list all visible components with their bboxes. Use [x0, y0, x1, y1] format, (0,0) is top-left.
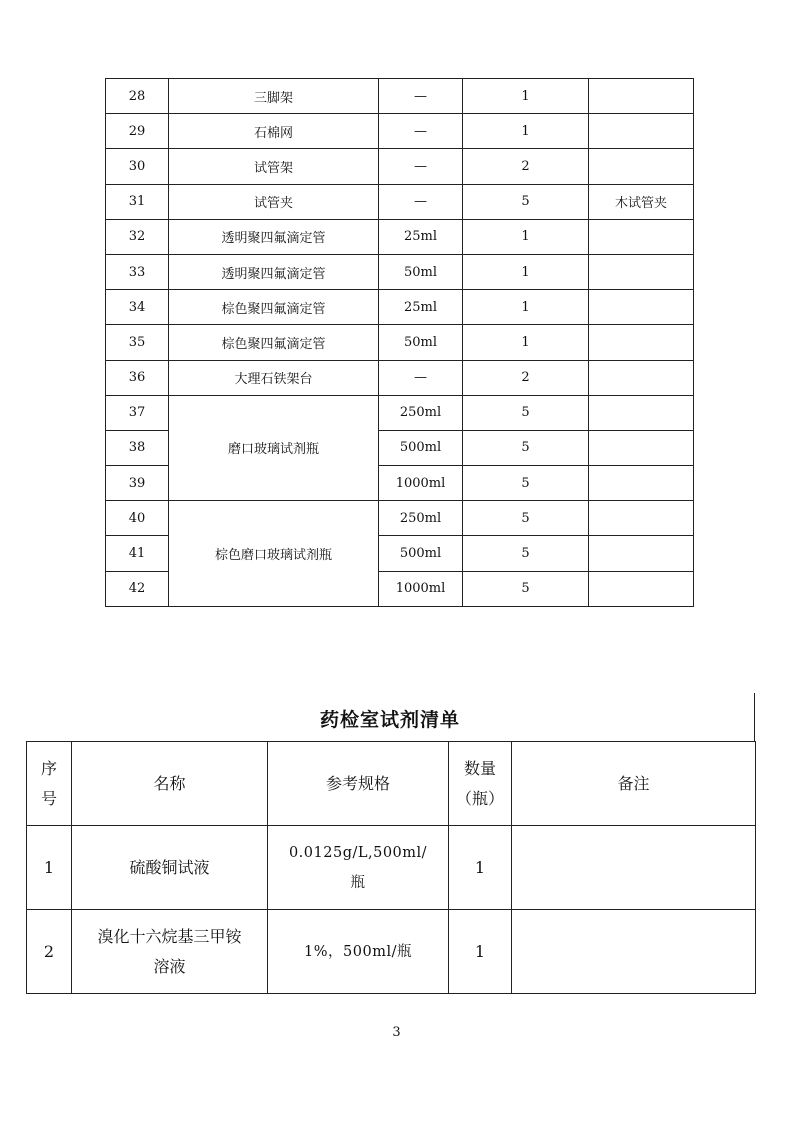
- item-name-merged: 磨口玻璃试剂瓶: [169, 395, 379, 501]
- item-qty: 1: [463, 79, 589, 114]
- header-name: 名称: [72, 742, 268, 826]
- item-note: [589, 571, 694, 606]
- item-spec: 25ml: [379, 219, 463, 254]
- reagent-title-cell: [26, 693, 755, 741]
- row-number: 1: [27, 826, 72, 910]
- row-number: 30: [106, 149, 169, 184]
- item-name: 透明聚四氟滴定管: [169, 219, 379, 254]
- header-note: 备注: [512, 742, 756, 826]
- row-number: 36: [106, 360, 169, 395]
- item-spec: —: [379, 149, 463, 184]
- page-number: 3: [392, 1025, 401, 1040]
- item-qty: 5: [463, 430, 589, 465]
- header-number: [27, 742, 72, 826]
- row-number: 35: [106, 325, 169, 360]
- table-row: [106, 501, 694, 536]
- item-qty: 1: [463, 114, 589, 149]
- reagent-spec-line1: 1%，500ml/瓶: [304, 943, 412, 960]
- reagent-spec-line1: 0.0125g/L,500ml/: [288, 844, 428, 861]
- item-spec: —: [379, 114, 463, 149]
- reagent-qty: 1: [449, 826, 512, 910]
- item-name: 三脚架: [169, 79, 379, 114]
- row-number: 37: [106, 395, 169, 430]
- row-number: 31: [106, 184, 169, 219]
- item-spec: —: [379, 184, 463, 219]
- item-spec: 50ml: [379, 325, 463, 360]
- reagent-qty: 1: [449, 910, 512, 994]
- row-number: 41: [106, 536, 169, 571]
- item-qty: 5: [463, 184, 589, 219]
- reagent-note: [512, 910, 756, 994]
- item-qty: 2: [463, 149, 589, 184]
- item-spec: 25ml: [379, 290, 463, 325]
- reagent-spec: [268, 910, 449, 994]
- item-name: 试管架: [169, 149, 379, 184]
- item-note: [589, 149, 694, 184]
- item-qty: 1: [463, 254, 589, 289]
- item-note: [589, 466, 694, 501]
- item-qty: 5: [463, 536, 589, 571]
- reagent-name: [72, 910, 268, 994]
- item-note: [589, 501, 694, 536]
- header-qty: [449, 742, 512, 826]
- row-number: 34: [106, 290, 169, 325]
- item-name: 棕色聚四氟滴定管: [169, 325, 379, 360]
- item-note: [589, 325, 694, 360]
- header-spec: 参考规格: [268, 742, 449, 826]
- item-note: [589, 114, 694, 149]
- header-number-line1: 序: [40, 758, 57, 778]
- item-qty: 5: [463, 501, 589, 536]
- reagent-table: [26, 741, 756, 994]
- item-spec: 50ml: [379, 254, 463, 289]
- item-qty: 1: [463, 219, 589, 254]
- row-number: 39: [106, 466, 169, 501]
- item-qty: 1: [463, 290, 589, 325]
- item-note: [589, 79, 694, 114]
- table-row: [106, 290, 694, 325]
- item-spec: 500ml: [379, 536, 463, 571]
- item-name: 透明聚四氟滴定管: [169, 254, 379, 289]
- header-qty-line1: 数量: [463, 758, 496, 778]
- item-spec: 1000ml: [379, 466, 463, 501]
- table-row: [106, 184, 694, 219]
- table-row: [106, 114, 694, 149]
- item-spec: 500ml: [379, 430, 463, 465]
- header-number-line2: 号: [40, 788, 57, 808]
- row-number: 32: [106, 219, 169, 254]
- item-note: [589, 395, 694, 430]
- table-row: [106, 360, 694, 395]
- header-qty-line2: （瓶）: [455, 788, 504, 808]
- item-spec: 250ml: [379, 501, 463, 536]
- item-spec: 1000ml: [379, 571, 463, 606]
- item-qty: 5: [463, 466, 589, 501]
- table-row: [106, 79, 694, 114]
- item-note: [589, 290, 694, 325]
- item-qty: 1: [463, 325, 589, 360]
- item-qty: 5: [463, 395, 589, 430]
- item-name-merged: 棕色磨口玻璃试剂瓶: [169, 501, 379, 607]
- table-row: [106, 219, 694, 254]
- reagent-spec: [268, 826, 449, 910]
- reagent-note: [512, 826, 756, 910]
- reagent-list-title: 药检室试剂清单: [319, 709, 460, 731]
- table-row: [106, 254, 694, 289]
- row-number: 29: [106, 114, 169, 149]
- reagent-spec-line2: 瓶: [350, 874, 366, 891]
- row-number: 40: [106, 501, 169, 536]
- reagent-name-line1: 硫酸铜试液: [129, 857, 210, 877]
- item-spec: —: [379, 360, 463, 395]
- row-number: 42: [106, 571, 169, 606]
- reagent-name-line2: 溶液: [153, 956, 186, 976]
- item-name: 试管夹: [169, 184, 379, 219]
- table-row: [106, 325, 694, 360]
- item-spec: —: [379, 79, 463, 114]
- table-header-row: [27, 742, 756, 826]
- row-number: 2: [27, 910, 72, 994]
- reagent-name: [72, 826, 268, 910]
- table-row: [27, 826, 756, 910]
- item-name: 石棉网: [169, 114, 379, 149]
- item-qty: 2: [463, 360, 589, 395]
- table-row: [106, 149, 694, 184]
- equipment-table: [105, 78, 694, 607]
- table-row: [106, 395, 694, 430]
- item-note: [589, 360, 694, 395]
- table-row: [27, 910, 756, 994]
- item-note: 木试管夹: [589, 184, 694, 219]
- item-name: 棕色聚四氟滴定管: [169, 290, 379, 325]
- item-note: [589, 254, 694, 289]
- item-note: [589, 430, 694, 465]
- item-name: 大理石铁架台: [169, 360, 379, 395]
- reagent-name-line1: 溴化十六烷基三甲铵: [97, 926, 242, 946]
- row-number: 38: [106, 430, 169, 465]
- row-number: 28: [106, 79, 169, 114]
- item-spec: 250ml: [379, 395, 463, 430]
- row-number: 33: [106, 254, 169, 289]
- item-qty: 5: [463, 571, 589, 606]
- item-note: [589, 536, 694, 571]
- item-note: [589, 219, 694, 254]
